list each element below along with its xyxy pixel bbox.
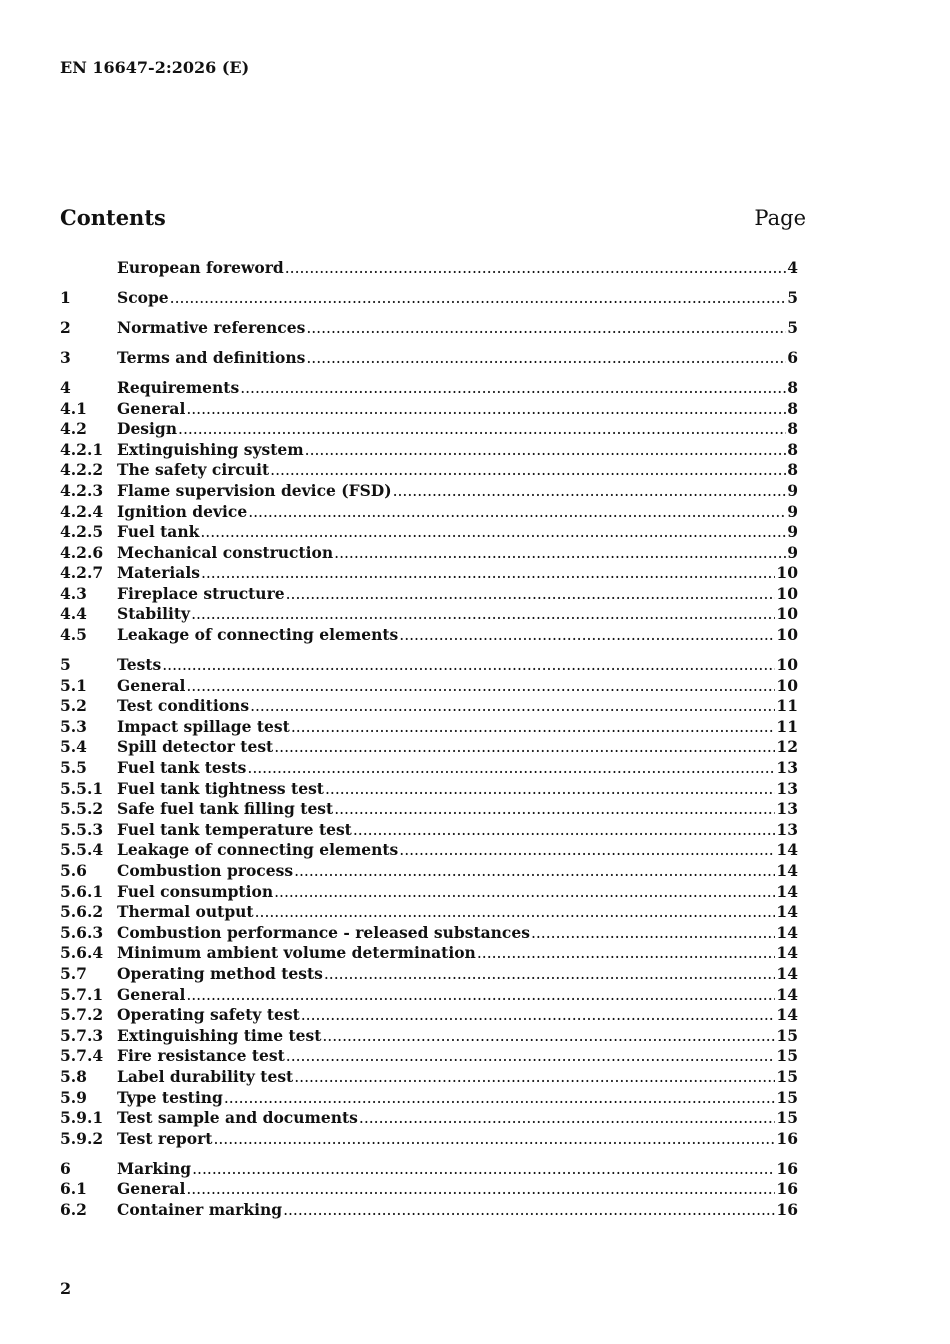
- toc-entry-page: 14: [776, 984, 798, 1004]
- toc-dot-leader: [201, 563, 775, 584]
- toc-entry-number: 5.5.4: [60, 840, 104, 860]
- contents-title: Contents: [60, 205, 166, 230]
- contents-header: [60, 205, 806, 230]
- toc-dot-leader: [301, 1005, 776, 1026]
- toc-entry-title: Mechanical construction: [117, 542, 334, 562]
- toc-entry-page: 9: [787, 522, 798, 542]
- toc-entry-number: 6.2: [60, 1199, 87, 1219]
- toc-entry-page: 8: [787, 398, 798, 418]
- toc-dot-leader: [162, 655, 775, 676]
- toc-entry-title: Container marking: [117, 1199, 283, 1219]
- toc-entry-page: 15: [776, 1108, 798, 1128]
- toc-entry[interactable]: [60, 440, 798, 461]
- toc-entry-title: Operating safety test: [117, 1005, 300, 1025]
- toc-entry-title: Fuel tank: [117, 522, 200, 542]
- toc-entry-title: Stability: [117, 604, 191, 624]
- toc-dot-leader: [274, 882, 775, 903]
- toc-entry-title: Minimum ambient volume determination: [117, 943, 476, 963]
- toc-entry[interactable]: [60, 258, 798, 279]
- toc-entry-number: 4.2.5: [60, 522, 104, 542]
- toc-entry-page: 10: [776, 655, 798, 675]
- toc-dot-leader: [186, 1179, 775, 1200]
- toc-dot-leader: [324, 964, 776, 985]
- toc-entry-number: 5.1: [60, 675, 87, 695]
- toc-entry-title: Safe fuel tank filling test: [117, 799, 334, 819]
- toc-entry-number: 5.2: [60, 696, 87, 716]
- toc-entry[interactable]: [60, 318, 798, 339]
- toc-entry-title: Fuel tank tests: [117, 758, 247, 778]
- toc-entry-number: 4.2.1: [60, 439, 104, 459]
- toc-entry-page: 8: [787, 377, 798, 397]
- toc-entry-number: 5.8: [60, 1066, 87, 1086]
- toc-entry-number: 5.7.2: [60, 1005, 104, 1025]
- toc-entry[interactable]: [60, 820, 798, 841]
- toc-entry-number: 5: [60, 655, 71, 675]
- toc-dot-leader: [353, 820, 776, 841]
- toc-entry-page: 9: [787, 501, 798, 521]
- toc-entry[interactable]: [60, 604, 798, 625]
- toc-dot-leader: [286, 584, 776, 605]
- toc-entry-number: 1: [60, 287, 71, 307]
- toc-dot-leader: [213, 1129, 775, 1150]
- toc-entry-number: 5.7.3: [60, 1025, 104, 1045]
- toc-entry-number: 5.9.2: [60, 1128, 104, 1148]
- toc-dot-leader: [477, 943, 776, 964]
- toc-entry-number: 4.5: [60, 625, 87, 645]
- toc-entry-page: 14: [776, 963, 798, 983]
- toc-entry-title: Leakage of connecting elements: [117, 840, 399, 860]
- toc-entry[interactable]: [60, 1179, 798, 1200]
- toc-entry-page: 8: [787, 460, 798, 480]
- toc-entry[interactable]: [60, 1108, 798, 1129]
- toc-dot-leader: [531, 923, 775, 944]
- toc-entry[interactable]: [60, 481, 798, 502]
- toc-dot-leader: [255, 902, 776, 923]
- toc-entry[interactable]: [60, 1200, 798, 1221]
- toc-entry-page: 6: [787, 347, 798, 367]
- toc-dot-leader: [306, 318, 786, 339]
- toc-entry-number: 5.6.4: [60, 943, 104, 963]
- toc-dot-leader: [224, 1088, 776, 1109]
- toc-dot-leader: [247, 758, 775, 779]
- toc-entry-page: 16: [776, 1158, 798, 1178]
- toc-entry-page: 13: [776, 758, 798, 778]
- toc-entry-page: 15: [776, 1087, 798, 1107]
- toc-entry-title: General: [117, 398, 186, 418]
- toc-entry[interactable]: [60, 923, 798, 944]
- toc-dot-leader: [186, 676, 775, 697]
- toc-dot-leader: [359, 1108, 776, 1129]
- toc-dot-leader: [294, 1067, 775, 1088]
- toc-entry-number: 5.7: [60, 963, 87, 983]
- toc-entry-title: Fuel consumption: [117, 881, 274, 901]
- toc-entry[interactable]: [60, 717, 798, 738]
- toc-entry[interactable]: [60, 1129, 798, 1150]
- toc-entry-page: 11: [776, 696, 798, 716]
- toc-entry-page: 16: [776, 1128, 798, 1148]
- toc-dot-leader: [170, 288, 787, 309]
- toc-dot-leader: [192, 1159, 775, 1180]
- toc-entry-page: 4: [787, 258, 798, 277]
- toc-entry-page: 12: [776, 737, 798, 757]
- toc-entry[interactable]: [60, 1046, 798, 1067]
- toc-entry-number: 5.3: [60, 716, 87, 736]
- toc-entry-page: 15: [776, 1025, 798, 1045]
- toc-entry-number: 4: [60, 377, 71, 397]
- toc-entry-title: Terms and definitions: [117, 347, 306, 367]
- toc-entry[interactable]: [60, 902, 798, 923]
- toc-entry-number: 5.5.3: [60, 819, 104, 839]
- toc-entry-title: Extinguishing system: [117, 439, 304, 459]
- toc-entry[interactable]: [60, 502, 798, 523]
- toc-entry-number: 5.5: [60, 758, 87, 778]
- toc-dot-leader: [291, 717, 776, 738]
- toc-entry-number: 2: [60, 317, 71, 337]
- toc-entry-page: 5: [787, 287, 798, 307]
- toc-entry-number: 5.5.2: [60, 799, 104, 819]
- toc-dot-leader: [274, 737, 775, 758]
- toc-entry-title: Type testing: [117, 1087, 223, 1107]
- toc-dot-leader: [305, 440, 787, 461]
- toc-entry-number: 6.1: [60, 1179, 87, 1199]
- toc-entry[interactable]: [60, 584, 798, 605]
- toc-entry-page: 14: [776, 1005, 798, 1025]
- toc-entry[interactable]: [60, 1026, 798, 1047]
- toc-entry-number: 4.2.3: [60, 480, 104, 500]
- toc-entry[interactable]: [60, 964, 798, 985]
- toc-entry-title: Operating method tests: [117, 963, 323, 983]
- toc-entry-page: 14: [776, 902, 798, 922]
- toc-entry[interactable]: [60, 737, 798, 758]
- toc-entry[interactable]: [60, 758, 798, 779]
- toc-entry-page: 14: [776, 840, 798, 860]
- toc-entry-number: 4.2.7: [60, 563, 104, 583]
- toc-entry-number: 5.6.3: [60, 922, 104, 942]
- toc-dot-leader: [334, 799, 775, 820]
- toc-entry-title: Requirements: [117, 377, 240, 397]
- toc-dot-leader: [283, 1200, 775, 1221]
- toc-entry[interactable]: [60, 1088, 798, 1109]
- toc-entry-page: 14: [776, 860, 798, 880]
- toc-entry[interactable]: [60, 655, 798, 676]
- toc-entry[interactable]: [60, 378, 798, 399]
- toc-entry-page: 8: [787, 439, 798, 459]
- toc-entry-title: Leakage of connecting elements: [117, 625, 399, 645]
- document-id: EN 16647-2:2026 (E): [60, 58, 250, 77]
- toc-entry-page: 11: [776, 716, 798, 736]
- toc-entry-number: 5.7.1: [60, 984, 104, 1004]
- toc-entry-page: 10: [776, 563, 798, 583]
- toc-entry[interactable]: [60, 985, 798, 1006]
- toc-dot-leader: [294, 861, 775, 882]
- toc-entry-title: General: [117, 675, 186, 695]
- toc-entry[interactable]: [60, 288, 798, 309]
- toc-entry-title: Fuel tank temperature test: [117, 819, 352, 839]
- toc-entry-page: 14: [776, 922, 798, 942]
- toc-entry-number: 4.1: [60, 398, 87, 418]
- toc-entry[interactable]: [60, 625, 798, 646]
- toc-dot-leader: [334, 543, 786, 564]
- toc-entry-page: 13: [776, 819, 798, 839]
- toc-entry-page: 10: [776, 583, 798, 603]
- toc-entry-number: 4.2: [60, 419, 87, 439]
- toc-dot-leader: [191, 604, 775, 625]
- toc-dot-leader: [393, 481, 787, 502]
- toc-entry[interactable]: [60, 1005, 798, 1026]
- toc-entry-title: Extinguishing time test: [117, 1025, 322, 1045]
- toc-dot-leader: [248, 502, 786, 523]
- toc-dot-leader: [270, 460, 786, 481]
- toc-entry-number: 4.2.2: [60, 460, 104, 480]
- toc-dot-leader: [186, 985, 775, 1006]
- toc-entry-number: 4.3: [60, 583, 87, 603]
- toc-dot-leader: [286, 1046, 776, 1067]
- toc-dot-leader: [285, 258, 786, 279]
- toc-entry-page: 14: [776, 943, 798, 963]
- toc-entry-number: 3: [60, 347, 71, 367]
- toc-entry-title: General: [117, 1179, 186, 1199]
- toc-entry-number: 5.6: [60, 860, 87, 880]
- toc-entry-page: 8: [787, 419, 798, 439]
- toc-entry-title: European foreword: [117, 258, 284, 277]
- toc-entry-title: Spill detector test: [117, 737, 274, 757]
- toc-entry-title: Fuel tank tightness test: [117, 778, 324, 798]
- toc-entry[interactable]: [60, 799, 798, 820]
- toc-entry-page: 13: [776, 799, 798, 819]
- toc-entry-title: Impact spillage test: [117, 716, 290, 736]
- toc-entry-title: Test sample and documents: [117, 1108, 358, 1128]
- toc-entry-title: Materials: [117, 563, 200, 583]
- toc-entry[interactable]: [60, 1159, 798, 1180]
- toc-dot-leader: [306, 348, 786, 369]
- toc-entry-title: Flame supervision device (FSD): [117, 480, 392, 500]
- toc-entry-page: 10: [776, 625, 798, 645]
- table-of-contents: [60, 258, 798, 1220]
- toc-entry-page: 15: [776, 1046, 798, 1066]
- toc-entry-page: 15: [776, 1066, 798, 1086]
- toc-entry[interactable]: [60, 399, 798, 420]
- toc-entry-number: 5.7.4: [60, 1046, 104, 1066]
- toc-entry[interactable]: [60, 882, 798, 903]
- toc-entry[interactable]: [60, 460, 798, 481]
- toc-entry-title: Combustion performance - released substances: [117, 922, 530, 942]
- toc-entry-page: 10: [776, 604, 798, 624]
- toc-dot-leader: [325, 779, 775, 800]
- toc-entry[interactable]: [60, 522, 798, 543]
- toc-entry-title: The safety circuit: [117, 460, 270, 480]
- toc-entry[interactable]: [60, 840, 798, 861]
- toc-entry-page: 5: [787, 317, 798, 337]
- toc-entry-title: Label durability test: [117, 1066, 294, 1086]
- toc-entry-title: Marking: [117, 1158, 192, 1178]
- toc-entry[interactable]: [60, 676, 798, 697]
- toc-entry-number: 6: [60, 1158, 71, 1178]
- toc-entry-page: 13: [776, 778, 798, 798]
- toc-entry-number: 5.4: [60, 737, 87, 757]
- toc-entry-number: 4.4: [60, 604, 87, 624]
- toc-entry-number: 5.9: [60, 1087, 87, 1107]
- toc-entry-title: Scope: [117, 287, 169, 307]
- toc-dot-leader: [399, 840, 775, 861]
- toc-dot-leader: [178, 419, 786, 440]
- toc-entry[interactable]: [60, 563, 798, 584]
- toc-entry-title: Combustion process: [117, 860, 294, 880]
- toc-entry-title: Fire resistance test: [117, 1046, 285, 1066]
- toc-dot-leader: [250, 696, 775, 717]
- page-column-label: Page: [754, 206, 806, 230]
- toc-entry-title: Ignition device: [117, 501, 248, 521]
- toc-dot-leader: [186, 399, 786, 420]
- toc-entry[interactable]: [60, 696, 798, 717]
- toc-entry[interactable]: [60, 861, 798, 882]
- toc-entry-page: 16: [776, 1179, 798, 1199]
- toc-entry-number: 5.6.2: [60, 902, 104, 922]
- toc-entry-number: 4.2.4: [60, 501, 104, 521]
- toc-entry[interactable]: [60, 348, 798, 369]
- toc-entry-number: 5.9.1: [60, 1108, 104, 1128]
- page-number: 2: [60, 1279, 72, 1298]
- toc-entry[interactable]: [60, 1067, 798, 1088]
- toc-entry-number: 5.5.1: [60, 778, 104, 798]
- toc-dot-leader: [399, 625, 775, 646]
- toc-entry[interactable]: [60, 419, 798, 440]
- toc-dot-leader: [240, 378, 786, 399]
- toc-entry[interactable]: [60, 943, 798, 964]
- toc-entry-number: 4.2.6: [60, 542, 104, 562]
- toc-entry-page: 14: [776, 881, 798, 901]
- toc-entry-title: Design: [117, 419, 178, 439]
- toc-entry-page: 10: [776, 675, 798, 695]
- toc-entry-title: Test conditions: [117, 696, 250, 716]
- toc-dot-leader: [200, 522, 786, 543]
- toc-entry-title: Normative references: [117, 317, 306, 337]
- toc-entry-title: Test report: [117, 1128, 213, 1148]
- toc-entry[interactable]: [60, 779, 798, 800]
- toc-entry-page: 9: [787, 542, 798, 562]
- toc-entry-title: Thermal output: [117, 902, 254, 922]
- toc-entry[interactable]: [60, 543, 798, 564]
- toc-entry-page: 9: [787, 480, 798, 500]
- toc-entry-title: General: [117, 984, 186, 1004]
- toc-dot-leader: [322, 1026, 775, 1047]
- toc-entry-title: Tests: [117, 655, 162, 675]
- toc-entry-title: Fireplace structure: [117, 583, 285, 603]
- toc-entry-page: 16: [776, 1199, 798, 1219]
- toc-entry-number: 5.6.1: [60, 881, 104, 901]
